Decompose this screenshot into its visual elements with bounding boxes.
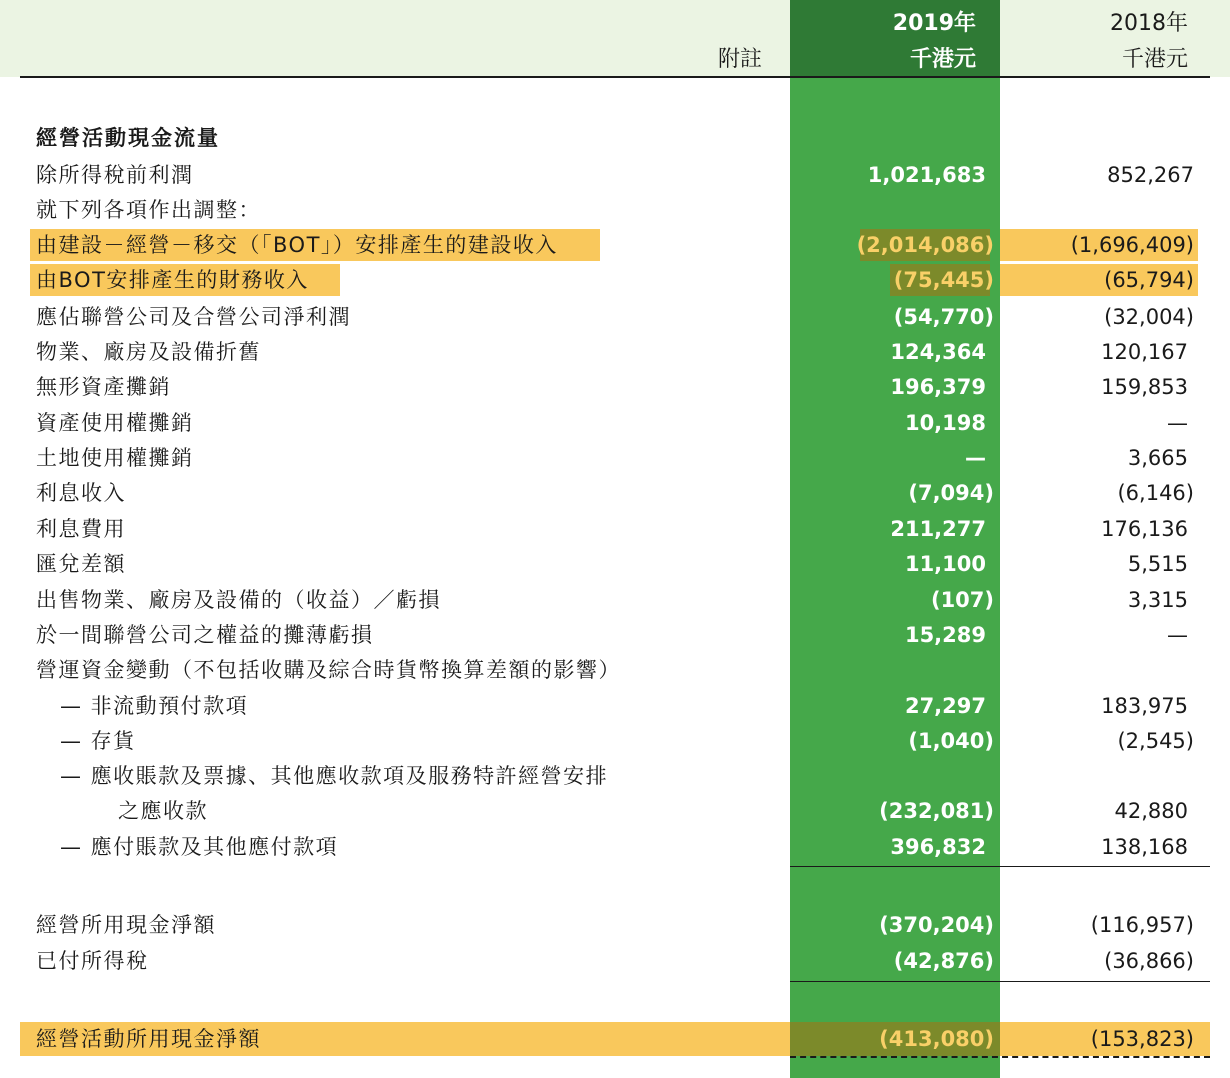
row-value-2018: 138,168 xyxy=(1101,835,1188,859)
row-value-2018: (65,794) xyxy=(1104,268,1194,292)
row-value-2018: 5,515 xyxy=(1127,552,1188,576)
row-value-2018: 3,315 xyxy=(1127,588,1188,612)
row-label: 之應收款 xyxy=(118,799,208,823)
row-label: — 非流動預付款項 xyxy=(60,694,249,718)
row-value-2019: (54,770) xyxy=(893,305,994,329)
row-label: 物業、廠房及設備折舊 xyxy=(36,340,261,364)
row-label: 由BOT安排產生的財務收入 xyxy=(36,268,309,292)
double-underline-dashed xyxy=(790,1056,1210,1058)
row-label: 於一間聯營公司之權益的攤薄虧損 xyxy=(36,623,374,647)
row-label: 已付所得稅 xyxy=(36,949,149,973)
row-value-2019: 27,297 xyxy=(904,694,986,718)
row-label: 無形資產攤銷 xyxy=(36,375,171,399)
col-2019-year: 2019年 xyxy=(892,11,976,36)
row-value-2019: 196,379 xyxy=(890,375,986,399)
row-value-2018: 159,853 xyxy=(1101,375,1188,399)
row-value-2018: (36,866) xyxy=(1104,949,1194,973)
row-value-2019: 1,021,683 xyxy=(867,163,986,187)
row-value-2018: (116,957) xyxy=(1090,913,1194,937)
row-value-2019: (2,014,086) xyxy=(856,233,994,257)
row-value-2018: — xyxy=(1167,623,1188,647)
row-label: 土地使用權攤銷 xyxy=(36,446,194,470)
row-label-total: 經營活動所用現金淨額 xyxy=(36,1027,261,1051)
row-label: 就下列各項作出調整： xyxy=(36,198,261,222)
row-value-2018: 120,167 xyxy=(1101,340,1188,364)
row-value-2019: — xyxy=(965,446,986,470)
header-rule xyxy=(20,76,1210,78)
row-value-2018: — xyxy=(1167,411,1188,435)
row-label: — 存貨 xyxy=(60,729,136,753)
row-label: 資產使用權攤銷 xyxy=(36,411,194,435)
section-title: 經營活動現金流量 xyxy=(36,126,220,150)
row-value-2019: (232,081) xyxy=(879,799,994,823)
col-2018-year: 2018年 xyxy=(1110,11,1188,36)
row-label: 由建設－經營－移交（「BOT」）安排產生的建設收入 xyxy=(36,233,558,257)
row-label: 匯兌差額 xyxy=(36,552,126,576)
row-value-2018: 852,267 xyxy=(1107,163,1194,187)
row-label: 利息收入 xyxy=(36,481,126,505)
row-value-2019: (370,204) xyxy=(879,913,994,937)
row-value-2018: 42,880 xyxy=(1114,799,1188,823)
col-2018-unit: 千港元 xyxy=(1121,47,1188,72)
row-label: 經營所用現金淨額 xyxy=(36,913,216,937)
row-value-2019: (7,094) xyxy=(908,481,994,505)
note-column-header: 附註 xyxy=(717,47,762,72)
row-value-2018: (1,696,409) xyxy=(1070,233,1194,257)
row-value-2019: (1,040) xyxy=(908,729,994,753)
row-value-2019-total: (413,080) xyxy=(879,1027,994,1051)
subtotal-rule xyxy=(790,866,1210,867)
row-value-2018: 176,136 xyxy=(1101,517,1188,541)
row-value-2018-total: (153,823) xyxy=(1090,1027,1194,1051)
row-value-2018: (6,146) xyxy=(1117,481,1194,505)
row-label: 應佔聯營公司及合營公司淨利潤 xyxy=(36,305,351,329)
row-label: 營運資金變動（不包括收購及綜合時貨幣換算差額的影響） xyxy=(36,658,621,682)
row-value-2019: (107) xyxy=(930,588,994,612)
row-value-2018: (32,004) xyxy=(1104,305,1194,329)
row-value-2018: 183,975 xyxy=(1101,694,1188,718)
total-rule xyxy=(790,981,1210,982)
row-value-2019: 11,100 xyxy=(904,552,986,576)
row-value-2018: 3,665 xyxy=(1127,446,1188,470)
row-value-2018: (2,545) xyxy=(1117,729,1194,753)
row-value-2019: (75,445) xyxy=(893,268,994,292)
row-label: 出售物業、廠房及設備的（收益）／虧損 xyxy=(36,588,441,612)
row-value-2019: 124,364 xyxy=(890,340,986,364)
row-value-2019: (42,876) xyxy=(893,949,994,973)
row-label: — 應付賬款及其他應付款項 xyxy=(60,835,339,859)
col-2019-unit: 千港元 xyxy=(909,47,976,72)
row-value-2019: 10,198 xyxy=(904,411,986,435)
row-value-2019: 15,289 xyxy=(904,623,986,647)
row-label: 除所得稅前利潤 xyxy=(36,163,194,187)
row-value-2019: 211,277 xyxy=(890,517,986,541)
row-value-2019: 396,832 xyxy=(890,835,986,859)
row-label: — 應收賬款及票據、其他應收款項及服務特許經營安排 xyxy=(60,764,609,788)
row-label: 利息費用 xyxy=(36,517,126,541)
